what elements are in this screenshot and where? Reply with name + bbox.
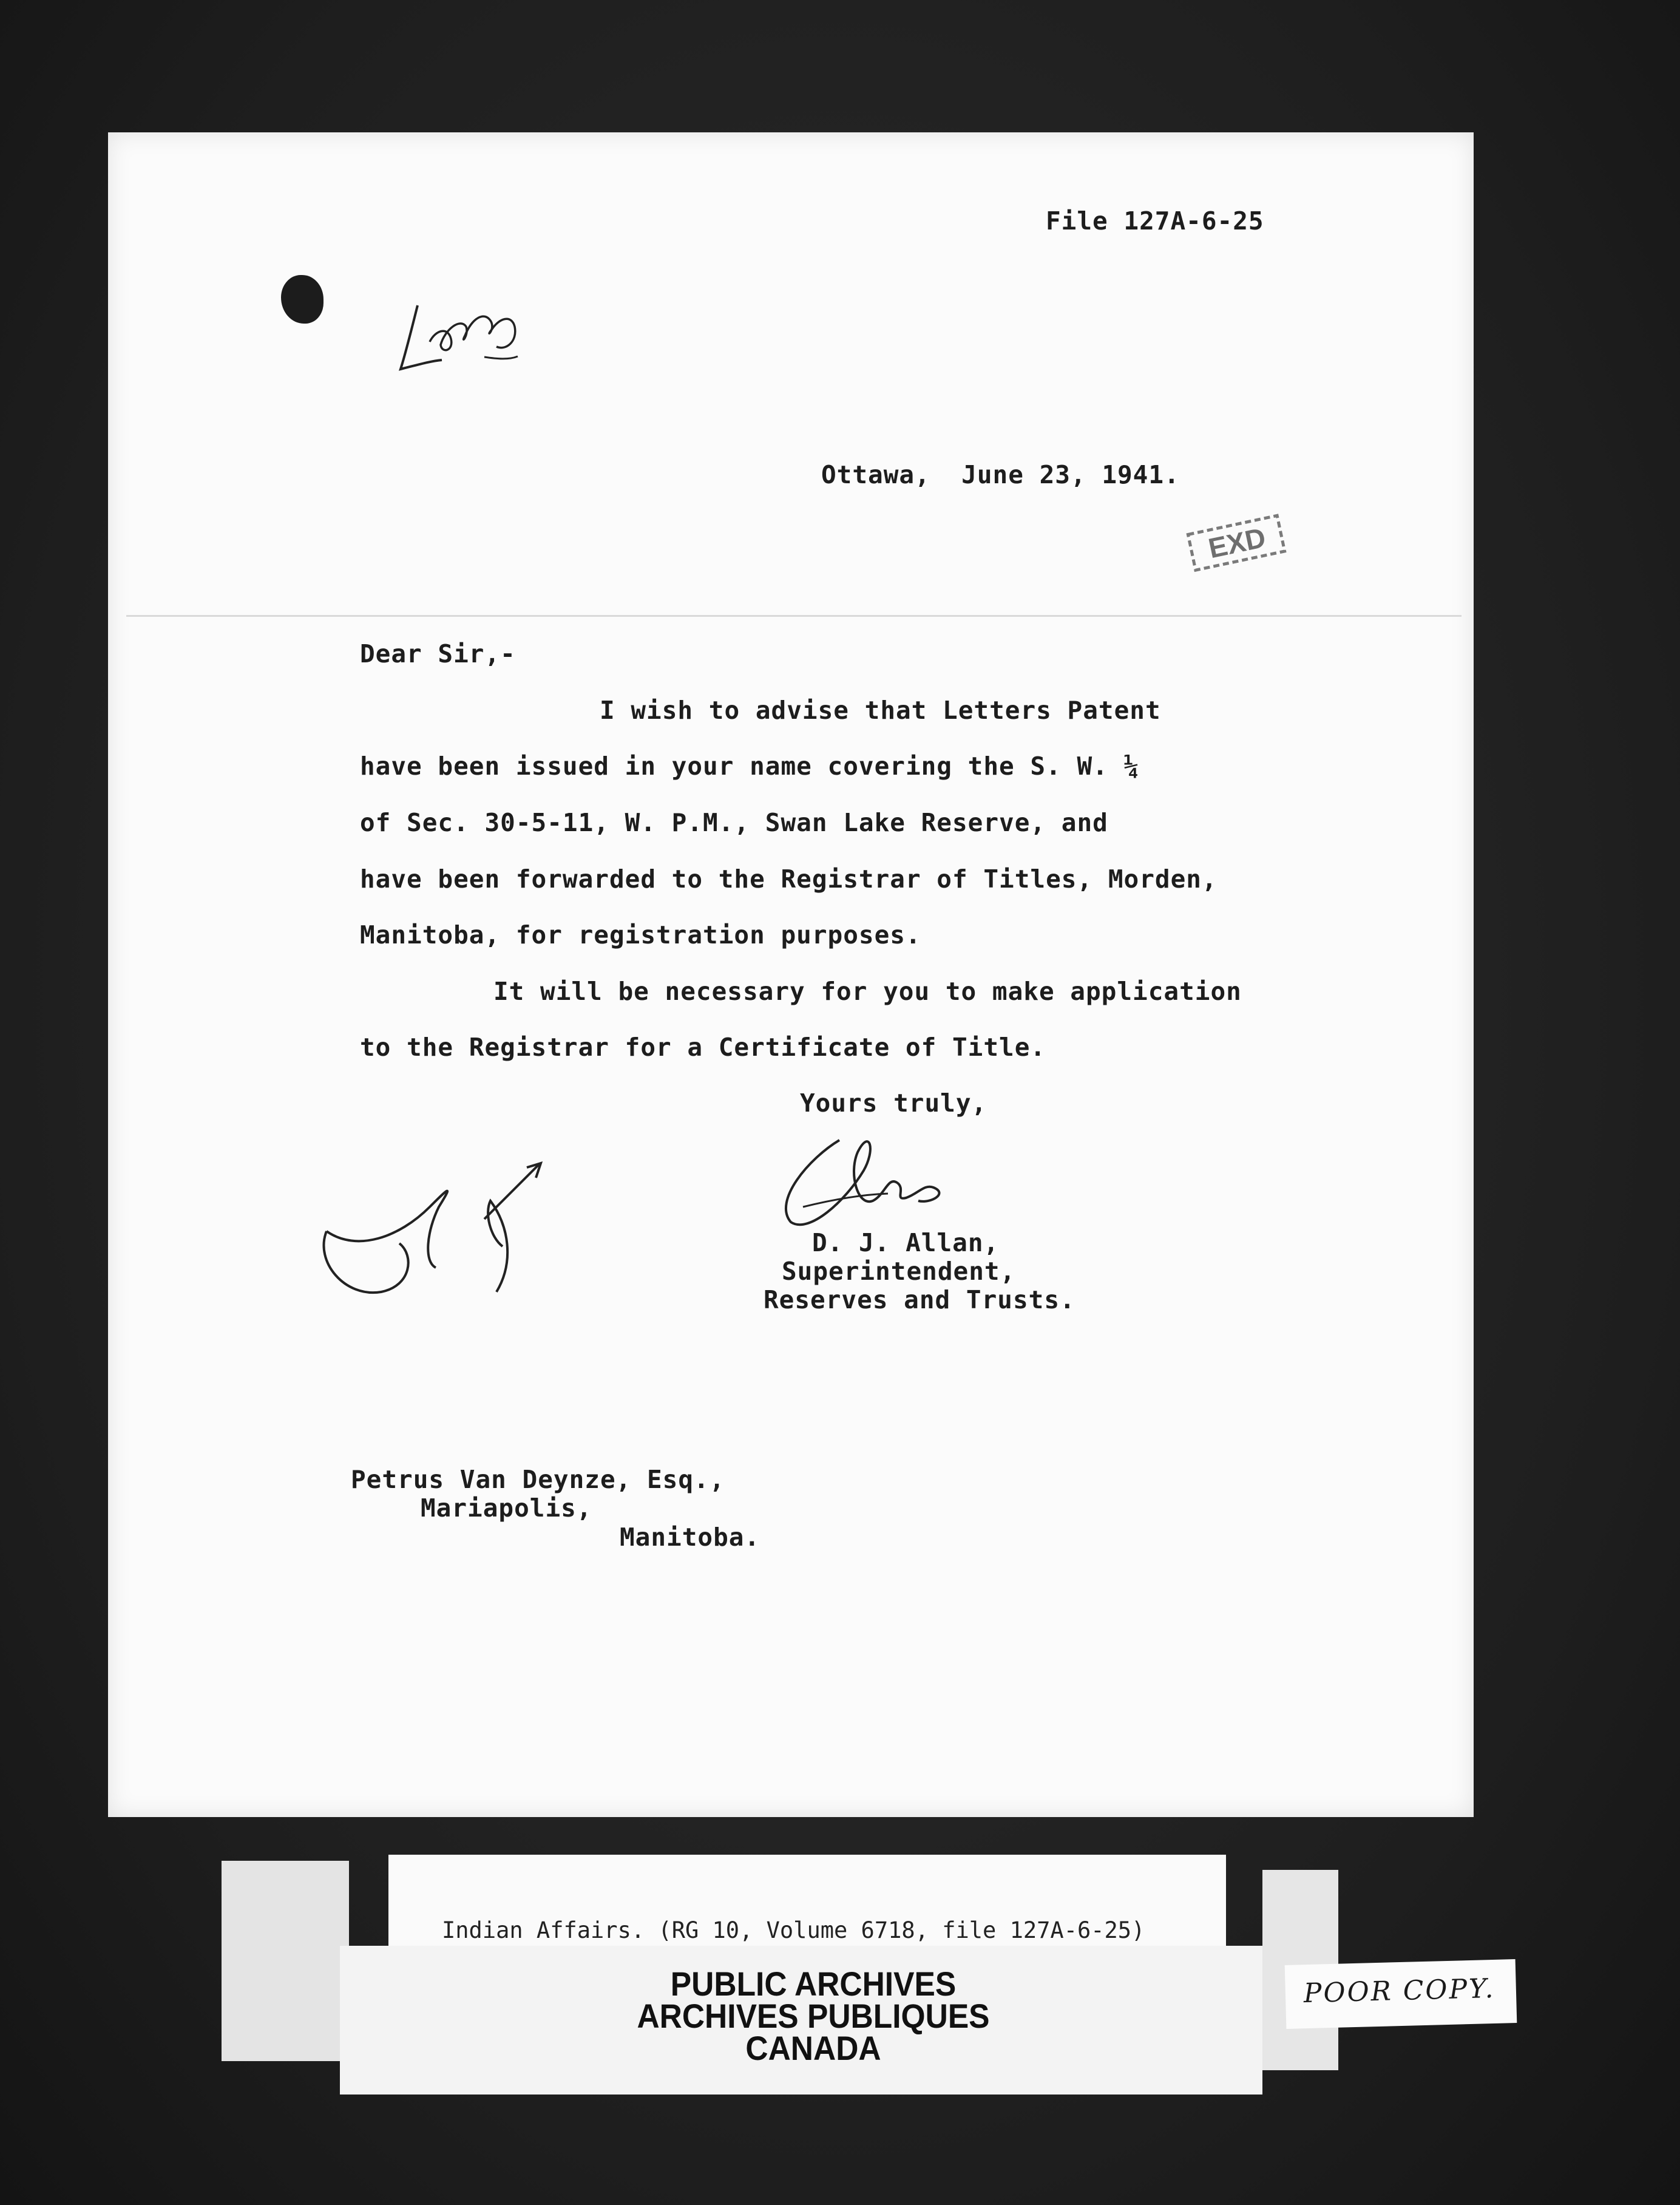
archive-country: CANADA bbox=[745, 2029, 881, 2067]
fold-line bbox=[126, 615, 1462, 617]
archive-name-en: PUBLIC ARCHIVES bbox=[670, 1965, 957, 2003]
archive-name-fr: ARCHIVES PUBLIQUES bbox=[637, 1997, 990, 2035]
signatory-name: D. J. Allan, bbox=[812, 1228, 1000, 1257]
received-stamp bbox=[1185, 511, 1289, 574]
salutation: Dear Sir,- bbox=[360, 639, 516, 668]
addressee-town: Mariapolis, bbox=[421, 1493, 592, 1523]
body-line-3: of Sec. 30-5-11, W. P.M., Swan Lake Reserve, and bbox=[360, 808, 1108, 837]
signature bbox=[767, 1116, 967, 1237]
signatory-department: Reserves and Trusts. bbox=[764, 1285, 1075, 1314]
signatory-title: Superintendent, bbox=[782, 1257, 1016, 1286]
marginal-pen-mark bbox=[308, 1140, 563, 1310]
label-tab-left bbox=[222, 1861, 349, 2061]
body-line-7: to the Registrar for a Certificate of Title. bbox=[360, 1033, 1046, 1062]
dateline: Ottawa, June 23, 1941. bbox=[821, 460, 1180, 489]
poor-copy-text: POOR COPY. bbox=[1303, 1972, 1496, 2010]
svg-text:EXD: EXD bbox=[1205, 521, 1268, 565]
closing: Yours truly, bbox=[800, 1089, 987, 1118]
punch-hole bbox=[281, 275, 323, 324]
file-reference: File 127A-6-25 bbox=[1046, 206, 1264, 236]
addressee-name: Petrus Van Deynze, Esq., bbox=[351, 1465, 725, 1494]
body-line-2: have been issued in your name covering the S. W. ¼ bbox=[360, 752, 1140, 781]
body-line-4: have been forwarded to the Registrar of Titles, Morden, bbox=[360, 865, 1218, 894]
addressee-province: Manitoba. bbox=[620, 1523, 760, 1552]
handwritten-initials bbox=[393, 293, 539, 378]
archive-source-reference: Indian Affairs. (RG 10, Volume 6718, file 127A-6-25) bbox=[442, 1917, 1145, 1943]
body-line-5: Manitoba, for registration purposes. bbox=[360, 920, 921, 950]
letter-page bbox=[108, 132, 1474, 1817]
body-line-1: I wish to advise that Letters Patent bbox=[600, 696, 1161, 725]
poor-copy-note bbox=[1285, 1959, 1517, 2029]
body-line-6: It will be necessary for you to make application bbox=[493, 977, 1242, 1006]
